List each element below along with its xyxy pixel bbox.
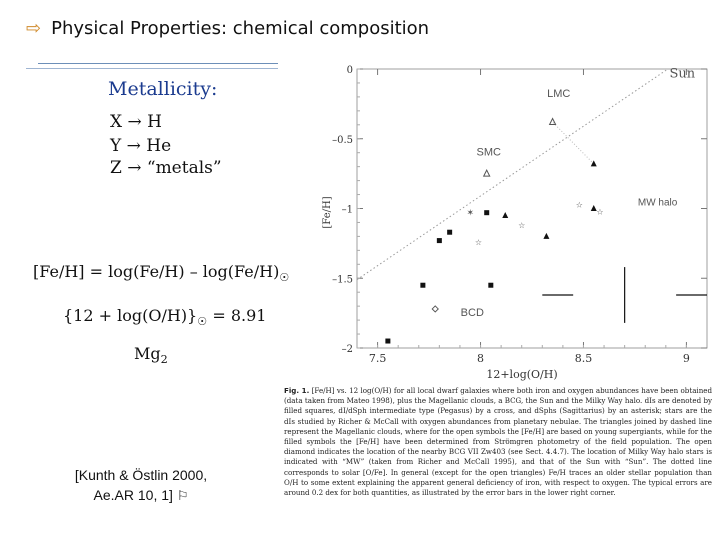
smc-annotation: SMC xyxy=(476,146,501,159)
star-point: ☆ xyxy=(596,207,604,217)
metallicity-heading: Metallicity: xyxy=(108,78,218,100)
open-diamond-point xyxy=(432,306,438,312)
filled-square-point xyxy=(385,339,390,344)
caption-text: [Fe/H] vs. 12 log(O/H) for all local dwarf galaxies where both iron and oxygen abundances have been obtained (data taken from Mateo 1998), plus the Magellanic clouds, a BCG, the Sun and the Milky Way halo. dIs are denoted by filled squares, dI/dSph intermediate type (Pegasus) by a cross, and dSphs (Sagittarius) by an asterisk; stars are the dIs studied by Richer & McCall with oxygen abundances from planetary nebulae. The triangles joined by dashed line represent the Magellanic clouds, where for the open symbols the [Fe/H] are based on young supergiants, while for the filled symbols the [Fe/H] have been determined from Strömgren photometry of the field population. The open diamond indicates the location of the nearby BCG VII Zw403 (see Sect. 4.4.7). The location of Milky Way halo stars is indicated with “MW” (taken from Richer and McCall 1995), and that of the Sun with “Sun”. The dotted line corresponds to solar [O/Fe]. In general (except for the open triangles) Fe/H traces an older stellar population than O/H to some extent explaining the apparent general deficiency of iron, with respect to oxygen. The typical errors are around 0.2 dex for both quantities, as illustrated by the error bars in the lower right corner. xyxy=(284,386,713,498)
mg2-label: $Mg_2$ xyxy=(134,344,168,367)
y-axis-label: [Fe/H] xyxy=(322,196,333,229)
slide-title-text: Physical Properties: chemical composition xyxy=(51,18,430,39)
y-tick-label: –2 xyxy=(341,344,353,355)
asterisk-point: ✶ xyxy=(466,208,475,219)
oh-formula: $\{12 + \log(O/H)\}_☉ = 8.91$ xyxy=(63,306,267,329)
hollow-right-arrow-icon: ⇨ xyxy=(26,18,42,39)
bcd-annotation: BCD xyxy=(460,306,484,319)
element-z: Z → “metals” xyxy=(110,158,222,178)
star-point: ☆ xyxy=(474,237,483,247)
filled-triangle-point xyxy=(502,212,508,218)
open-triangle-point xyxy=(550,119,556,125)
caption-label: Fig. 1. xyxy=(284,386,310,395)
x-tick-label: 9 xyxy=(682,352,690,365)
element-x: X → H xyxy=(110,112,162,132)
title-divider xyxy=(38,63,278,64)
x-axis-label: 12+log(O/H) xyxy=(486,368,558,381)
filled-square-point xyxy=(437,238,442,243)
y-tick-label: 0 xyxy=(346,65,353,76)
feh-vs-oh-chart xyxy=(312,52,720,382)
element-y: Y → He xyxy=(110,136,172,156)
slide-title xyxy=(26,18,429,39)
sun-annotation: Sun xyxy=(669,66,696,82)
y-tick-label: –1 xyxy=(341,204,353,216)
solar-oxygen-reference-line xyxy=(357,69,668,280)
filled-triangle-point xyxy=(543,233,549,239)
sun-symbol: ☉ xyxy=(279,271,290,285)
star-point: ☆ xyxy=(575,200,583,210)
filled-square-point xyxy=(447,230,452,235)
filled-square-point xyxy=(420,283,425,288)
open-triangle-point xyxy=(484,170,490,176)
x-tick-label: 8.5 xyxy=(574,352,593,365)
filled-square-point xyxy=(488,283,493,288)
title-divider-secondary xyxy=(26,68,278,69)
star-point: ☆ xyxy=(518,221,526,231)
x-tick-label: 8 xyxy=(477,352,485,365)
x-tick-label: 7.5 xyxy=(368,352,387,365)
lmc-annotation: LMC xyxy=(547,87,571,100)
mw-halo-annotation: MW halo xyxy=(637,197,678,209)
feh-formula: $[Fe/H] = \log(Fe/H) - \log(Fe/H)_☉$ xyxy=(33,262,290,285)
figure-caption xyxy=(284,386,712,498)
filled-square-point xyxy=(484,210,489,215)
citation: [Kunth & Östlin 2000, Ae.AR 10, 1] ⚐ xyxy=(74,467,208,503)
y-tick-label: –1.5 xyxy=(332,274,353,286)
flag-icon: ⚐ xyxy=(176,488,189,503)
y-tick-label: –0.5 xyxy=(332,134,353,146)
